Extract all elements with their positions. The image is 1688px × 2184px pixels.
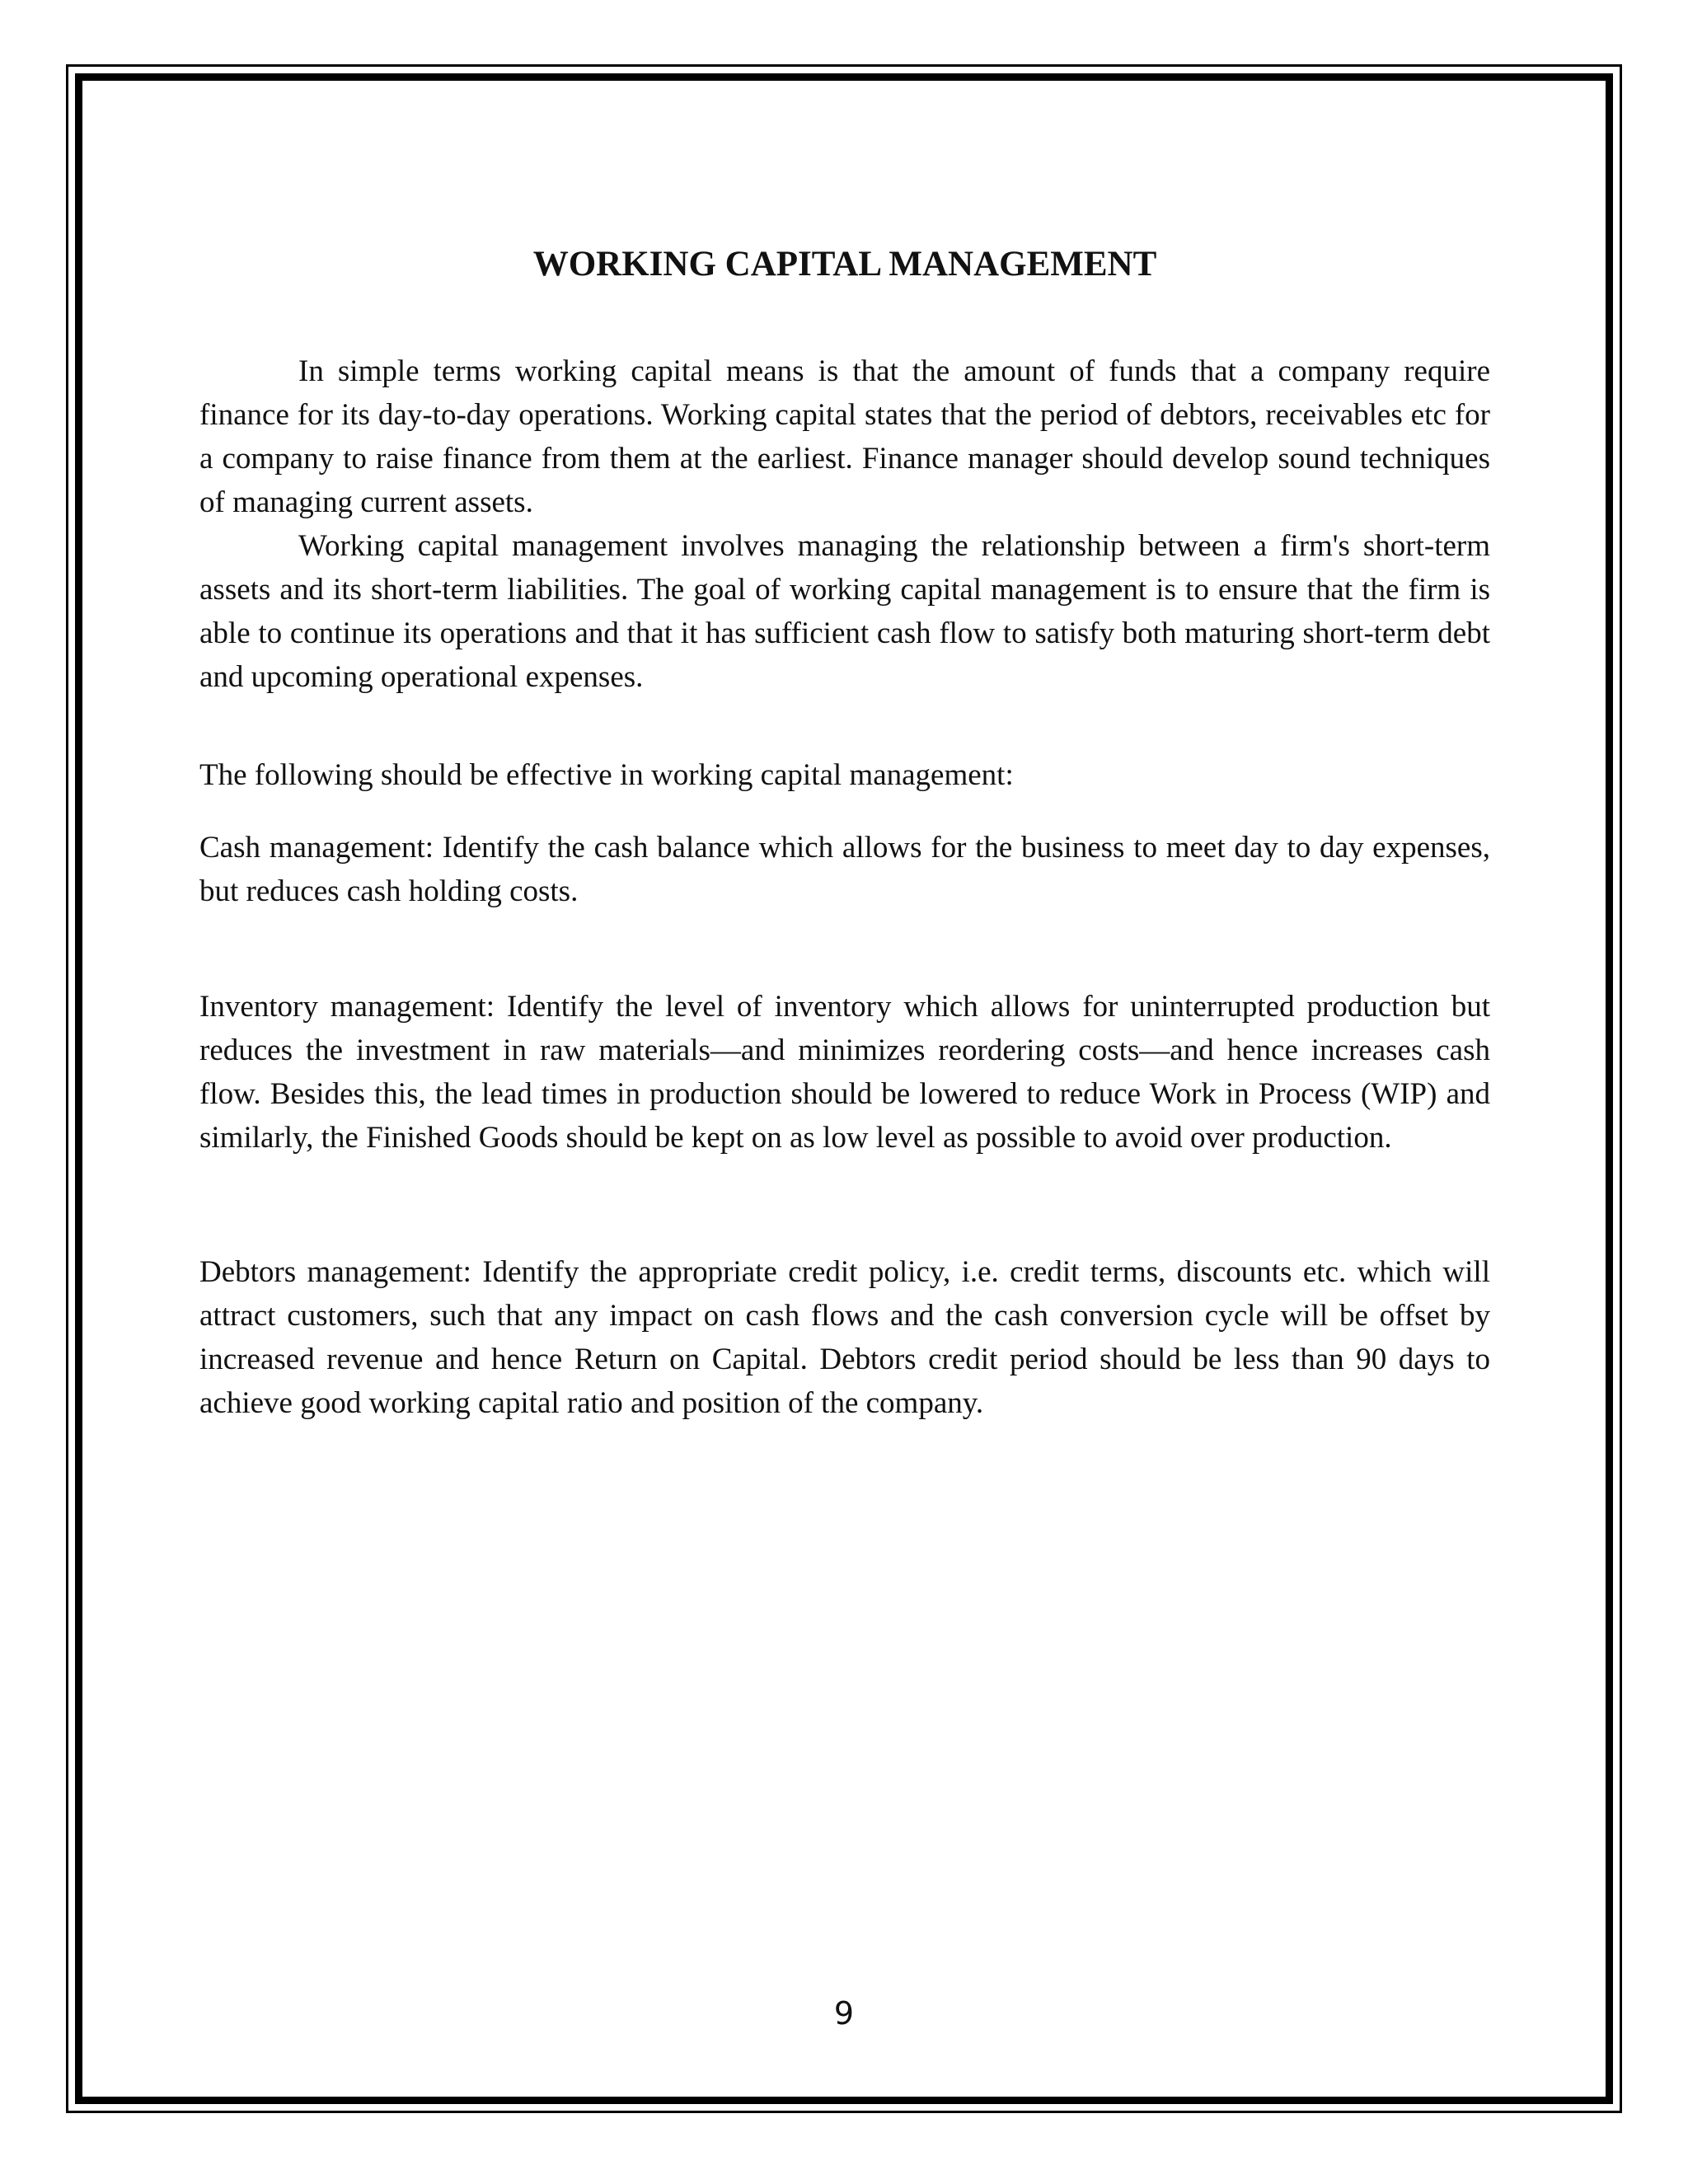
- paragraph-intro: In simple terms working capital means is that the amount of funds that a company require finance for its day-to-day operations. Working capital states that the period of debtors, receivables etc for a company to raise finance from them at the earliest. Finance manager should develop sound techniques of managing current assets.: [199, 354, 1490, 519]
- paragraph-debtors-management: Debtors management: Identify the appropriate credit policy, i.e. credit terms, discounts etc. which will attract customers, such that any impact on cash flows and the cash conversion cycle will be offset by increased revenue and hence Return on Capital. Debtors credit period should be less than 90 days to achieve good working capital ratio and position of the company.: [199, 1255, 1490, 1420]
- paragraph-inventory-management: Inventory management: Identify the level of inventory which allows for uninterrupted production but reduces the investment in raw materials—and minimizes reordering costs—and hence increases cash flow. Besides this, the lead times in production should be lowered to reduce Work in Process (WIP) and similarly, the Finished Goods should be kept on as low level as possible to avoid over production.: [199, 990, 1490, 1155]
- paragraph-lead-in: The following should be effective in working capital management:: [199, 758, 1014, 792]
- page-number: 9: [833, 1995, 855, 2032]
- page-title: WORKING CAPITAL MANAGEMENT: [532, 245, 1157, 284]
- paragraph-definition: Working capital management involves managing the relationship between a firm's short-term assets and its short-term liabilities. The goal of working capital management is to ensure that the firm is able to continue its operations and that it has sufficient cash flow to satisfy both maturing short-term debt and upcoming operational expenses.: [199, 529, 1490, 694]
- paragraph-cash-management: Cash management: Identify the cash balance which allows for the business to meet day to day expenses, but reduces cash holding costs.: [199, 831, 1490, 908]
